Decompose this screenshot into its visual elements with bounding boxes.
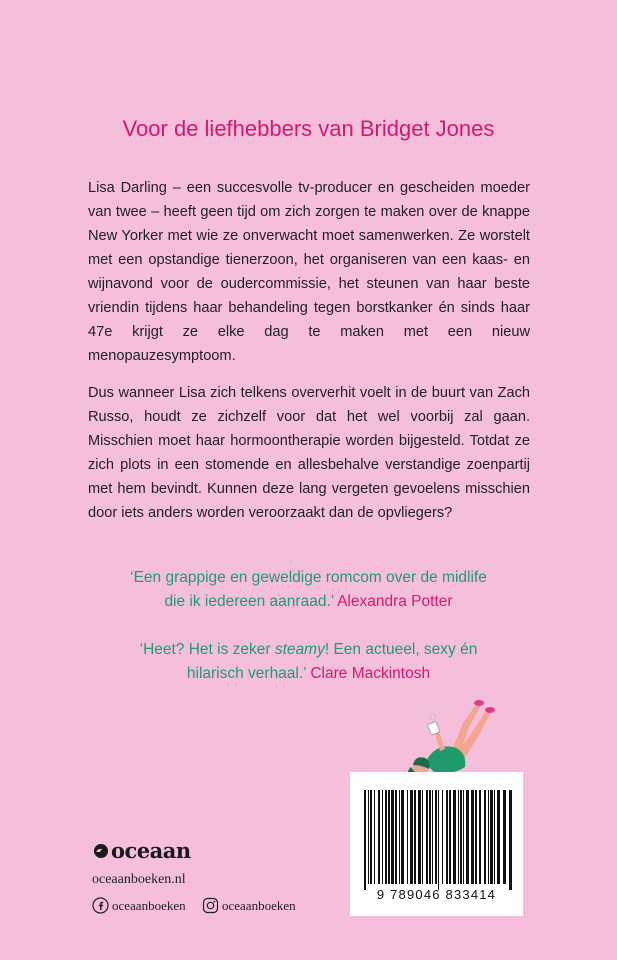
barcode-bar	[497, 790, 500, 884]
barcode-bar	[426, 790, 428, 884]
barcode-bar	[475, 790, 477, 884]
barcode-bar	[378, 790, 380, 884]
barcode-bar	[458, 790, 459, 884]
barcode-bar	[399, 790, 400, 884]
facebook-link[interactable]	[92, 897, 186, 914]
barcode-bar	[391, 790, 394, 884]
barcode-bar	[494, 790, 495, 884]
isbn-digits: 9 789046 833414	[376, 887, 497, 902]
barcode-bar	[410, 790, 413, 884]
barcode-bar	[368, 790, 369, 884]
facebook-icon	[92, 897, 109, 914]
barcode-bar	[382, 790, 383, 884]
barcode-bar	[453, 790, 456, 884]
barcode-bar	[364, 790, 366, 890]
blurb-paragraph-1: Lisa Darling – een succesvolle tv-producer en gescheiden moeder van twee – heeft geen tijd om zich zorgen te maken over de knappe New Yorker met wie ze onverwacht moet samenwerken. Ze worstelt met een opstandige tienerzoon, het organiseren van een kaas- en wijnavond voor de oudercommissie, het steunen van haar beste vriendin tijdens haar behandeling tegen borstkanker én sinds haar 47e krijgt ze elke dag te maken met een nieuw menopauzesymptoom.	[88, 180, 530, 364]
instagram-link[interactable]	[202, 897, 296, 914]
barcode-bar	[479, 790, 481, 884]
publisher-website[interactable]: oceaanboeken.nl	[92, 872, 186, 887]
publisher-logo	[92, 838, 191, 863]
barcode-bar	[471, 790, 474, 884]
barcode-bar	[490, 790, 493, 884]
barcode-bar	[432, 790, 433, 884]
quote-2-line-2: hilarisch verhaal.’	[186, 665, 307, 682]
quote-2-line-2-wrap	[0, 662, 617, 686]
barcode-bar	[401, 790, 404, 884]
barcode-bar	[395, 790, 397, 884]
woman-reading-illustration	[395, 695, 505, 780]
barcode-bar	[438, 790, 439, 890]
quote-2-line-1-em: steamy	[274, 641, 325, 658]
barcode-bar	[414, 790, 416, 884]
barcode-bar	[370, 790, 372, 884]
quote-1-line-2: die ik iedereen aanraad.’	[164, 593, 334, 610]
instagram-icon	[202, 897, 219, 914]
barcode-bar	[463, 790, 464, 884]
barcode-bar	[388, 790, 390, 884]
barcode-bar	[460, 790, 462, 884]
barcode-bar	[446, 790, 448, 884]
wave-icon	[92, 843, 110, 859]
barcode-bar	[449, 790, 451, 884]
barcode-bar	[466, 790, 469, 884]
facebook-handle: oceaanboeken	[112, 897, 186, 913]
barcode-bar	[407, 790, 408, 884]
barcode-bar	[422, 790, 423, 884]
publisher-logo-text: oceaan	[111, 838, 191, 863]
barcode-bar	[484, 790, 486, 884]
barcode-bar	[418, 790, 421, 884]
quote-1-line-1: ‘Een grappige en geweldige romcom over de midlife	[130, 569, 487, 586]
barcode-bar	[385, 790, 387, 884]
review-quote-1	[0, 566, 617, 614]
quote-2-line-1-wrap	[0, 638, 617, 662]
quote-2-line-1-start: ‘Heet? Het is zeker	[139, 641, 275, 658]
review-quote-2	[0, 638, 617, 686]
barcode-bar	[503, 790, 506, 884]
barcode-bar	[488, 790, 489, 884]
barcode-bar	[442, 790, 443, 884]
quote-2-line-1-end: ! Een actueel, sexy én	[324, 641, 478, 658]
back-cover-headline: Voor de liefhebbers van Bridget Jones	[122, 116, 495, 141]
blurb-paragraph-2: Dus wanneer Lisa zich telkens oververhit voelt in de buurt van Zach Russo, houdt ze zichzelf voor dat het wel voorbij zal gaan. Misschien moet haar hormoontherapie worden bijgesteld. Totdat ze zich plots in een stomende en allesbehalve verstandige zoenpartij met hem bevindt. Kunnen deze lang vergeten gevoelens misschien door iets anders worden veroorzaakt dan de opvliegers?	[88, 385, 530, 521]
barcode-bar	[435, 790, 437, 884]
quote-1-line-2-wrap	[0, 590, 617, 614]
barcode-bar	[429, 790, 431, 884]
instagram-handle: oceaanboeken	[222, 897, 296, 913]
quote-1-author: Alexandra Potter	[337, 593, 453, 610]
quote-2-author: Clare Mackintosh	[310, 665, 431, 682]
barcode-bar	[509, 790, 512, 890]
barcode-bar	[374, 790, 375, 884]
